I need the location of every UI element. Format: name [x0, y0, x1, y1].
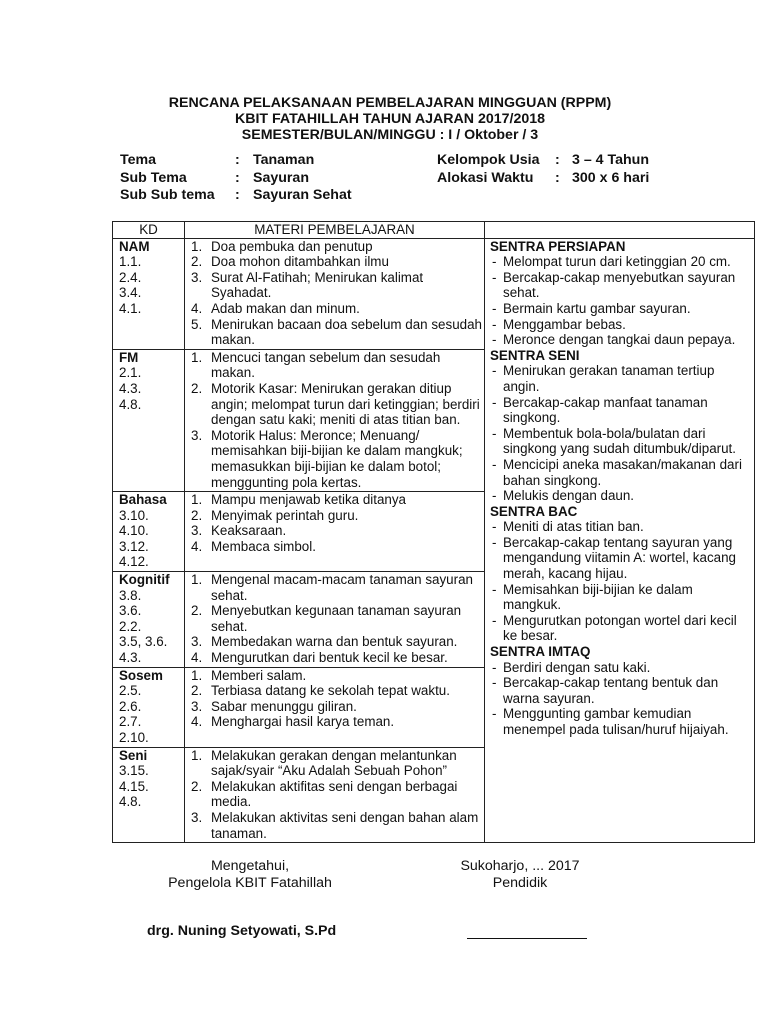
dash-marker: -: [492, 425, 497, 441]
kd-code: 2.6.: [119, 698, 142, 714]
kd-cell: [113, 667, 185, 747]
materi-cell: [185, 572, 485, 668]
dash-marker: -: [492, 456, 497, 472]
materi-item: [191, 270, 484, 301]
kd-code: 3.4.: [119, 285, 142, 301]
sentra-item: [490, 582, 750, 613]
kd-cell: [113, 747, 185, 843]
materi-item: [191, 539, 484, 555]
teacher-signature-line: [467, 923, 587, 939]
item-text: Mengurutkan potongan wortel dari kecil ke besar.: [503, 612, 737, 644]
materi-list: [191, 350, 484, 490]
kd-code: 3.8.: [119, 587, 142, 603]
dash-marker: -: [492, 363, 497, 379]
sentra-list: [490, 363, 750, 503]
dash-marker: -: [492, 612, 497, 628]
info-value: Sayuran: [253, 169, 309, 186]
kd-code: 4.3.: [119, 650, 142, 666]
kd-code: 3.15.: [119, 763, 149, 779]
materi-item: [191, 239, 484, 255]
table-header-row: [113, 222, 755, 239]
kd-cell: [113, 349, 185, 491]
info-row-sub-sub-tema: [120, 187, 352, 205]
teacher-title: Pendidik: [492, 875, 548, 891]
materi-item: [191, 810, 484, 841]
materi-item: [191, 254, 484, 270]
sentra-item: [490, 332, 750, 348]
kd-code: 2.5.: [119, 683, 142, 699]
item-number: 2.: [191, 507, 203, 523]
materi-item: [191, 428, 484, 490]
kd-domain: Seni: [119, 747, 148, 763]
column-header-kd: KD: [113, 222, 185, 239]
sentra-item: [490, 270, 750, 301]
materi-cell: [185, 747, 485, 843]
item-text: Terbiasa datang ke sekolah tepat waktu.: [211, 683, 450, 699]
item-number: 3.: [191, 809, 203, 825]
info-value: 300 x 6 hari: [572, 169, 650, 186]
item-text: Doa pembuka dan penutup: [211, 238, 373, 254]
document-header: [0, 95, 768, 143]
sentra-item: [490, 660, 750, 676]
info-key: Sub Sub tema: [120, 187, 215, 203]
info-key: Alokasi Waktu: [437, 169, 534, 186]
materi-item: [191, 572, 484, 603]
item-text: Sabar menunggu giliran.: [211, 698, 357, 714]
kd-cell: [113, 238, 185, 349]
dash-marker: -: [492, 254, 497, 270]
materi-item: [191, 699, 484, 715]
info-value: 3 – 4 Tahun: [572, 152, 649, 168]
sentra-item: [490, 675, 750, 706]
item-text: Melompat turun dari ketinggian 20 cm.: [503, 254, 731, 270]
materi-cell: [185, 349, 485, 491]
materi-list: [191, 668, 484, 730]
materi-item: [191, 301, 484, 317]
kd-code: 2.10.: [119, 730, 149, 745]
kd-code: 2.7.: [119, 714, 142, 730]
info-colon: :: [235, 187, 240, 203]
info-right: [437, 152, 649, 187]
item-text: Melukis dengan daun.: [503, 488, 635, 504]
item-number: 4.: [191, 300, 203, 316]
item-text: Menyebutkan kegunaan tanaman sayuran sehat.: [211, 603, 462, 634]
item-number: 1.: [191, 667, 203, 683]
dash-marker: -: [492, 659, 497, 675]
dash-marker: -: [492, 394, 497, 410]
item-text: Bercakap-cakap menyebutkan sayuran sehat.: [503, 269, 736, 301]
materi-item: [191, 668, 484, 684]
materi-list: [191, 239, 484, 348]
info-value: Tanaman: [253, 152, 315, 168]
kd-code: 2.4.: [119, 269, 142, 285]
materi-item: [191, 683, 484, 699]
item-text: Bercakap-cakap manfaat tanaman singkong.: [503, 394, 708, 426]
sentra-title: SENTRA SENI: [490, 347, 580, 363]
item-text: Memberi salam.: [211, 667, 307, 683]
signature-left-block: [160, 858, 340, 892]
item-number: 3.: [191, 523, 203, 539]
kd-code: 4.1.: [119, 300, 142, 316]
info-left: [120, 152, 352, 205]
item-text: Mengurutkan dari bentuk kecil ke besar.: [211, 650, 448, 666]
kd-code: 4.12.: [119, 554, 149, 570]
item-number: 1.: [191, 572, 203, 588]
item-text: Menirukan gerakan tanaman tertiup angin.: [503, 363, 715, 394]
info-row-kelompok-usia: [437, 152, 649, 170]
item-number: 2.: [191, 603, 203, 619]
column-header-sentra: [485, 222, 755, 239]
info-colon: :: [555, 169, 560, 186]
kd-cell: [113, 492, 185, 572]
materi-cell: [185, 492, 485, 572]
kd-code: 1.1.: [119, 254, 142, 270]
dash-marker: -: [492, 706, 497, 722]
item-text: Menyimak perintah guru.: [211, 507, 359, 523]
materi-item: [191, 714, 484, 730]
item-text: Mencuci tangan sebelum dan sesudah makan.: [211, 349, 441, 381]
item-text: Menggunting gambar kemudian menempel pada tulisan/huruf hijaiyah.: [503, 706, 729, 737]
sentra-item: [490, 426, 750, 457]
item-number: 2.: [191, 380, 203, 396]
item-number: 2.: [191, 683, 203, 699]
item-number: 1.: [191, 349, 203, 365]
dash-marker: -: [492, 269, 497, 285]
sentra-item: [490, 363, 750, 394]
dash-marker: -: [492, 300, 497, 316]
item-text: Menirukan bacaan doa sebelum dan sesudah makan.: [211, 316, 482, 348]
kd-cell: [113, 572, 185, 668]
place-date: Sukoharjo, ... 2017: [460, 858, 580, 874]
info-row-tema: [120, 152, 352, 170]
sentra-item: [490, 535, 750, 582]
semester-line: SEMESTER/BULAN/MINGGU : I / Oktober / 3: [241, 127, 539, 143]
item-text: Membaca simbol.: [211, 538, 316, 554]
item-text: Surat Al-Fatihah; Menirukan kalimat Syahadat.: [211, 269, 424, 301]
info-value: Sayuran Sehat: [253, 187, 352, 203]
kd-domain: NAM: [119, 238, 150, 254]
info-colon: :: [235, 169, 240, 186]
item-text: Mampu menjawab ketika ditanya: [211, 492, 407, 508]
materi-list: [191, 492, 484, 554]
item-text: Motorik Halus: Meronce; Menuang/ memisahkan biji-bijian ke dalam mangkuk; memasukkan biji-bijian ke dalam botol; menggunting pola kertas.: [211, 427, 463, 490]
item-text: Mencicipi aneka masakan/makanan dari bahan singkong.: [503, 456, 742, 488]
column-header-materi: MATERI PEMBELAJARAN: [185, 222, 485, 239]
item-number: 3.: [191, 427, 203, 443]
sentra-item: [490, 488, 750, 504]
dash-marker: -: [492, 488, 497, 504]
kd-domain: Bahasa: [119, 492, 167, 508]
sentra-item: [490, 317, 750, 333]
item-text: Melakukan aktivitas seni dengan bahan alam tanaman.: [211, 809, 479, 841]
item-text: Memisahkan biji-bijian ke dalam mangkuk.: [503, 581, 693, 613]
item-number: 2.: [191, 254, 203, 270]
table-row: [113, 238, 755, 349]
item-text: Bermain kartu gambar sayuran.: [503, 300, 691, 316]
item-number: 3.: [191, 634, 203, 650]
materi-item: [191, 508, 484, 524]
materi-item: [191, 650, 484, 666]
item-text: Berdiri dengan satu kaki.: [503, 659, 651, 675]
materi-item: [191, 350, 484, 381]
item-text: Membedakan warna dan bentuk sayuran.: [211, 634, 458, 650]
sentra-item: [490, 706, 750, 737]
manager-name: drg. Nuning Setyowati, S.Pd: [147, 923, 337, 939]
kd-domain: FM: [119, 349, 139, 365]
item-text: Menggambar bebas.: [503, 316, 626, 332]
materi-list: [191, 572, 484, 666]
kd-code: 4.8.: [119, 396, 142, 412]
sentra-title: SENTRA BAC: [490, 503, 578, 519]
kd-domain: Kognitif: [119, 572, 170, 588]
item-text: Adab makan dan minum.: [211, 300, 360, 316]
item-text: Meniti di atas titian ban.: [503, 519, 644, 535]
kd-code: 4.15.: [119, 778, 149, 794]
info-row-alokasi-waktu: [437, 170, 649, 188]
kd-code: 2.1.: [119, 365, 142, 381]
item-number: 4.: [191, 714, 203, 730]
item-text: Melakukan gerakan dengan melantunkan sajak/syair “Aku Adalah Sebuah Pohon”: [211, 747, 457, 779]
info-key: Tema: [120, 152, 157, 168]
item-text: Doa mohon ditambahkan ilmu: [211, 254, 389, 270]
manager-title: Pengelola KBIT Fatahillah: [168, 875, 332, 891]
materi-cell: [185, 667, 485, 747]
document-title: RENCANA PELAKSANAAN PEMBELAJARAN MINGGUAN (RPPM): [168, 95, 612, 111]
item-number: 4.: [191, 538, 203, 554]
dash-marker: -: [492, 581, 497, 597]
sentra-title: SENTRA PERSIAPAN: [490, 238, 626, 254]
kd-code: 4.8.: [119, 794, 142, 810]
sentra-list: [490, 254, 750, 348]
info-key: Sub Tema: [120, 169, 187, 186]
dash-marker: -: [492, 519, 497, 535]
materi-item: [191, 492, 484, 508]
item-text: Melakukan aktifitas seni dengan berbagai media.: [211, 778, 458, 810]
kd-code: 3.10.: [119, 507, 149, 523]
kd-code: 3.12.: [119, 538, 149, 554]
item-number: 3.: [191, 269, 203, 285]
item-text: Motorik Kasar: Menirukan gerakan ditiup angin; melompat turun dari ketinggian; berdiri dengan satu kaki; meniti di atas titian ban.: [211, 380, 480, 428]
dash-marker: -: [492, 332, 497, 348]
sentra-item: [490, 395, 750, 426]
sentra-title: SENTRA IMTAQ: [490, 644, 591, 660]
sentra-item: [490, 254, 750, 270]
materi-list: [191, 748, 484, 842]
item-number: 3.: [191, 698, 203, 714]
sentra-list: [490, 519, 750, 644]
sentra-cell: [485, 238, 755, 843]
item-number: 1.: [191, 238, 203, 254]
materi-item: [191, 523, 484, 539]
item-number: 1.: [191, 747, 203, 763]
info-colon: :: [235, 152, 240, 168]
info-row-sub-tema: [120, 170, 352, 188]
sentra-list: [490, 660, 750, 738]
item-text: Bercakap-cakap tentang bentuk dan warna sayuran.: [503, 675, 719, 706]
materi-item: [191, 634, 484, 650]
rppm-table: [112, 221, 755, 843]
materi-item: [191, 317, 484, 348]
table-body: [113, 238, 755, 843]
kd-code: 4.10.: [119, 523, 149, 539]
sentra-item: [490, 613, 750, 644]
sentra-item: [490, 457, 750, 488]
materi-item: [191, 603, 484, 634]
acknowledged-label: Mengetahui,: [210, 858, 290, 874]
materi-item: [191, 748, 484, 779]
dash-marker: -: [492, 316, 497, 332]
item-number: 4.: [191, 650, 203, 666]
kd-code: 4.3.: [119, 380, 142, 396]
item-number: 1.: [191, 492, 203, 508]
kd-code: 2.2.: [119, 618, 142, 634]
dash-marker: -: [492, 534, 497, 550]
kd-domain: Sosem: [119, 667, 163, 683]
materi-item: [191, 381, 484, 428]
item-text: Keaksaraan.: [211, 523, 287, 539]
item-number: 2.: [191, 778, 203, 794]
signature-right-block: [440, 858, 600, 892]
item-text: Mengenal macam-macam tanaman sayuran sehat.: [211, 572, 473, 603]
kd-code: 3.5, 3.6.: [119, 634, 168, 650]
info-colon: :: [555, 152, 560, 168]
item-text: Menghargai hasil karya teman.: [211, 714, 395, 730]
item-text: Bercakap-cakap tentang sayuran yang mengandung viitamin A: wortel, kacang merah, kacang hijau.: [503, 534, 736, 582]
materi-item: [191, 779, 484, 810]
school-year-line: KBIT FATAHILLAH TAHUN AJARAN 2017/2018: [234, 111, 546, 127]
materi-cell: [185, 238, 485, 349]
sentra-item: [490, 519, 750, 535]
item-text: Meronce dengan tangkai daun pepaya.: [503, 332, 736, 348]
item-text: Membentuk bola-bola/bulatan dari singkong yang sudah ditumbuk/diparut.: [503, 425, 737, 457]
sentra-item: [490, 301, 750, 317]
kd-code: 3.6.: [119, 603, 142, 619]
dash-marker: -: [492, 675, 497, 691]
info-key: Kelompok Usia: [437, 152, 540, 168]
item-number: 5.: [191, 316, 203, 332]
